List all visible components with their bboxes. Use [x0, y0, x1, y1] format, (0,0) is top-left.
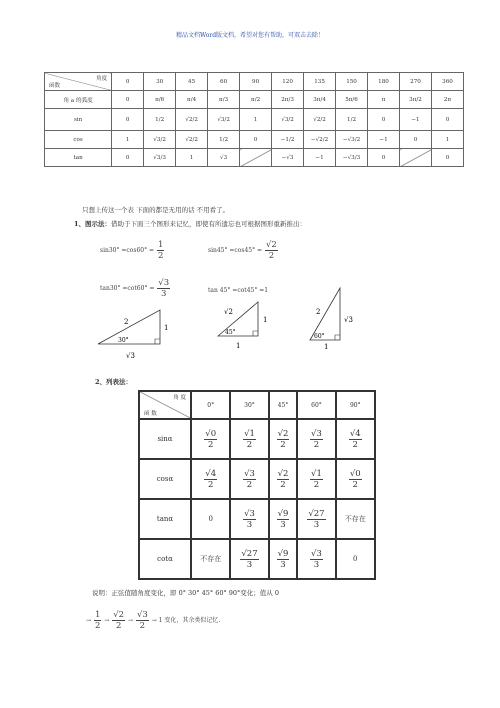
table-cell: −1 — [304, 149, 336, 167]
table-cell — [230, 419, 268, 459]
table-row — [45, 131, 464, 149]
table-cell: 0 — [432, 149, 464, 167]
table-corner-cell — [139, 391, 191, 419]
corner-label-function: 函数 — [49, 83, 61, 89]
table-cell: 1 — [432, 131, 464, 149]
corner-label-angle: 角 度 — [173, 395, 186, 401]
formula-text: sin45° =cos45° = — [208, 247, 263, 254]
denominator: 2 — [246, 479, 253, 490]
denominator: 3 — [280, 519, 286, 530]
angle-header: 90 — [240, 73, 272, 91]
arrow-icon: → — [104, 617, 110, 624]
table-cell-undefined — [240, 149, 272, 167]
label-angle: 30° — [118, 337, 129, 344]
angle-header: 30 — [144, 73, 176, 91]
denominator: 2 — [268, 251, 275, 261]
denominator: 2 — [94, 621, 101, 631]
table-cell: π/2 — [240, 91, 272, 109]
fraction — [157, 240, 164, 261]
table-cell — [191, 459, 230, 499]
label-hyp: √2 — [224, 308, 233, 316]
fraction — [310, 549, 323, 570]
table-cell — [230, 539, 268, 579]
table-cell: 0 — [112, 149, 144, 167]
table-cell: 2π/3 — [272, 91, 304, 109]
table-cell: 0 — [368, 149, 400, 167]
angle-header: 60° — [297, 391, 335, 419]
denominator: 2 — [208, 479, 214, 490]
formula-text: tan30° =cot60° = — [100, 285, 155, 292]
numerator: √1 — [311, 468, 322, 479]
denominator: 3 — [313, 519, 320, 530]
numerator: √3 — [158, 278, 170, 288]
angle-header: 90° — [336, 391, 375, 419]
numerator: √3 — [136, 610, 148, 620]
label-base: 1 — [324, 343, 329, 350]
table-row — [139, 419, 375, 459]
table-cell: √3/3 — [144, 149, 176, 167]
table-cell — [297, 539, 335, 579]
table-cell: π/3 — [208, 91, 240, 109]
table-header-row — [139, 391, 375, 419]
fraction — [277, 509, 290, 530]
arrow-icon: → — [86, 617, 92, 624]
table-cell: 0 — [240, 131, 272, 149]
label-side: 1 — [164, 324, 169, 332]
denominator: 2 — [352, 439, 358, 450]
table-cell — [230, 499, 268, 539]
table-cell: √3/2 — [144, 131, 176, 149]
arrow-icon: → — [128, 617, 134, 624]
table-cell: √3/2 — [272, 109, 304, 131]
row-label: sin — [45, 109, 112, 131]
numerator: √27 — [241, 548, 258, 559]
fraction — [204, 469, 217, 490]
triangle-shape — [98, 310, 160, 344]
page-header-note: 精品文档Word版文档，希望对您有帮助，可双击去除！ — [175, 32, 325, 39]
table-header-row — [45, 73, 464, 91]
table-cell: 0 — [432, 109, 464, 131]
numerator: 1 — [94, 610, 101, 620]
fraction — [310, 429, 323, 450]
label-angle: 60° — [314, 333, 325, 340]
table-row — [139, 539, 375, 579]
row-label: cotα — [139, 539, 191, 579]
formula-sin30 — [100, 240, 165, 261]
angle-header: 0° — [191, 391, 230, 419]
denominator: 2 — [139, 621, 146, 631]
fraction — [136, 610, 149, 631]
numerator: √3 — [244, 468, 255, 479]
table-cell: 2π — [432, 91, 464, 109]
denominator: 2 — [313, 439, 320, 450]
numerator: √2 — [277, 468, 289, 479]
table-cell — [336, 459, 375, 499]
angle-header: 0 — [112, 73, 144, 91]
angle-header: 30° — [230, 391, 268, 419]
table-cell: −1/2 — [272, 131, 304, 149]
table-cell — [269, 419, 298, 459]
table-cell — [297, 499, 335, 539]
table-cell: 1 — [176, 149, 208, 167]
table-cell — [336, 539, 375, 579]
fraction — [265, 240, 278, 261]
corner-label-function: 函 数 — [144, 411, 157, 417]
denominator: 2 — [313, 479, 320, 490]
row-label: 角 a 的弧度 — [45, 91, 112, 109]
table-cell: 0 — [400, 131, 432, 149]
trig-values-table — [44, 72, 464, 167]
table-cell: 0 — [112, 109, 144, 131]
triangle-45deg-figure — [208, 296, 278, 352]
intro-text: 只想上传这一个表 下面的都是无用的话 不用看了。 — [82, 206, 230, 214]
row-label: tan — [45, 149, 112, 167]
table-cell: 1 — [240, 109, 272, 131]
angle-header: 150 — [336, 73, 368, 91]
table-corner-cell — [45, 73, 112, 91]
table-cell — [269, 459, 298, 499]
row-label: sinα — [139, 419, 191, 459]
table-cell: 0 — [368, 109, 400, 131]
formula-text: sin30° =cos60° = — [100, 247, 155, 254]
numerator: √27 — [308, 508, 325, 519]
table-cell: 3π/2 — [400, 91, 432, 109]
note-line-2 — [86, 610, 220, 631]
table-cell: −√2/2 — [304, 131, 336, 149]
table-cell: 1 — [112, 131, 144, 149]
table-cell: 3π/4 — [304, 91, 336, 109]
angle-header: 360 — [432, 73, 464, 91]
method1-title: 1、图示法： — [74, 220, 112, 228]
numerator: √3 — [311, 548, 322, 559]
row-label: tanα — [139, 499, 191, 539]
angle-header: 120 — [272, 73, 304, 91]
denominator: 3 — [313, 559, 320, 570]
table-cell: 1/2 — [144, 109, 176, 131]
table-cell: 1/2 — [208, 131, 240, 149]
table-cell — [191, 499, 230, 539]
table-cell: −1 — [368, 131, 400, 149]
table-cell: 0 — [112, 91, 144, 109]
denominator: 2 — [115, 621, 122, 631]
numerator: √0 — [349, 468, 361, 479]
fraction — [112, 610, 125, 631]
row-label: cos — [45, 131, 112, 149]
denominator: 3 — [161, 289, 167, 299]
numerator: √0 — [205, 428, 217, 439]
table-cell: −1 — [400, 109, 432, 131]
fraction — [307, 509, 325, 530]
table-cell: π/4 — [176, 91, 208, 109]
denominator: 3 — [246, 559, 253, 570]
table-cell — [297, 459, 335, 499]
table-cell: 5π/6 — [336, 91, 368, 109]
table-cell: −√3/2 — [336, 131, 368, 149]
method1-line — [74, 219, 306, 228]
formula-sin45 — [208, 240, 279, 261]
table-cell: √2/2 — [304, 109, 336, 131]
formula-tan30 — [100, 278, 171, 299]
right-angle-mark — [335, 335, 340, 340]
note-tail: 1 变化，其余类似记忆. — [158, 617, 221, 624]
denominator: 2 — [208, 439, 214, 450]
table-cell: √2/2 — [176, 131, 208, 149]
table-cell — [269, 539, 298, 579]
label-side: 1 — [263, 316, 268, 324]
angle-header: 180 — [368, 73, 400, 91]
angle-header: 45° — [269, 391, 298, 419]
table-row — [45, 109, 464, 131]
angle-header: 60 — [208, 73, 240, 91]
arrow-icon: → — [151, 617, 157, 624]
denominator: 2 — [157, 251, 164, 261]
denominator: 3 — [246, 519, 253, 530]
table-cell: π — [368, 91, 400, 109]
numerator: √1 — [244, 428, 255, 439]
fraction — [277, 549, 290, 570]
formula-tan45: tan 45° =cot45° =1 — [208, 287, 269, 294]
label-hyp: 2 — [124, 318, 129, 326]
table-cell: −√3 — [272, 149, 304, 167]
fraction — [243, 469, 256, 490]
label-hyp: 2 — [316, 308, 321, 316]
fraction — [240, 549, 258, 570]
numerator: √2 — [265, 240, 277, 250]
numerator: √2 — [113, 610, 125, 620]
table-cell — [191, 419, 230, 459]
method1-desc: 借助于下面三个图形来记忆，即使有所遗忘也可根据图形重新推出： — [111, 220, 307, 228]
angle-header: 270 — [400, 73, 432, 91]
cell-value: 0 — [208, 515, 213, 523]
table-row — [139, 459, 375, 499]
table-cell: 1/2 — [336, 109, 368, 131]
numerator: √2 — [277, 428, 289, 439]
denominator: 3 — [280, 559, 286, 570]
numerator: √9 — [277, 548, 289, 559]
table-cell — [336, 499, 375, 539]
numerator: √3 — [244, 508, 255, 519]
table-cell: √3 — [208, 149, 240, 167]
table-row — [45, 149, 464, 167]
note-line-1: 说明：正弦值随角度变化，即 0° 30° 45° 60° 90°变化；值从 0 — [92, 589, 280, 597]
table-row — [139, 499, 375, 539]
angle-header: 45 — [176, 73, 208, 91]
fraction — [157, 278, 170, 299]
fraction — [243, 509, 256, 530]
numerator: √4 — [205, 468, 217, 479]
fraction — [277, 429, 290, 450]
cell-value: 0 — [353, 555, 358, 563]
fraction — [204, 429, 217, 450]
label-angle: 45° — [225, 329, 236, 336]
table-cell: −√3/3 — [336, 149, 368, 167]
row-label: cosα — [139, 459, 191, 499]
special-angles-table — [138, 390, 376, 580]
table-cell — [297, 419, 335, 459]
cell-value: 不存在 — [344, 515, 366, 523]
label-base: 1 — [236, 342, 241, 350]
right-angle-mark — [155, 339, 160, 344]
fraction — [94, 610, 101, 631]
triangle-30deg-figure — [90, 304, 180, 362]
numerator: √3 — [311, 428, 322, 439]
fraction — [349, 429, 362, 450]
denominator: 2 — [352, 479, 358, 490]
label-base: √3 — [126, 352, 135, 360]
right-angle-mark — [253, 331, 258, 336]
table-cell — [269, 499, 298, 539]
fraction — [310, 469, 323, 490]
method2-title: 2、列表法： — [95, 378, 133, 386]
numerator: √9 — [277, 508, 289, 519]
table-cell — [336, 419, 375, 459]
table-cell-undefined — [400, 149, 432, 167]
denominator: 2 — [280, 479, 286, 490]
fraction — [277, 469, 290, 490]
table-cell: √3/2 — [208, 109, 240, 131]
angle-header: 135 — [304, 73, 336, 91]
table-cell — [230, 459, 268, 499]
fraction — [243, 429, 256, 450]
corner-label-angle: 角度 — [96, 76, 108, 82]
numerator: √4 — [349, 428, 361, 439]
table-cell: √2/2 — [176, 109, 208, 131]
table-cell: π/6 — [144, 91, 176, 109]
denominator: 2 — [280, 439, 286, 450]
numerator: 1 — [157, 240, 164, 250]
table-cell — [191, 539, 230, 579]
fraction — [349, 469, 362, 490]
label-side: √3 — [344, 316, 353, 324]
triangle-60deg-figure — [302, 284, 368, 350]
cell-value: 不存在 — [200, 555, 222, 563]
table-row — [45, 91, 464, 109]
denominator: 2 — [246, 439, 253, 450]
